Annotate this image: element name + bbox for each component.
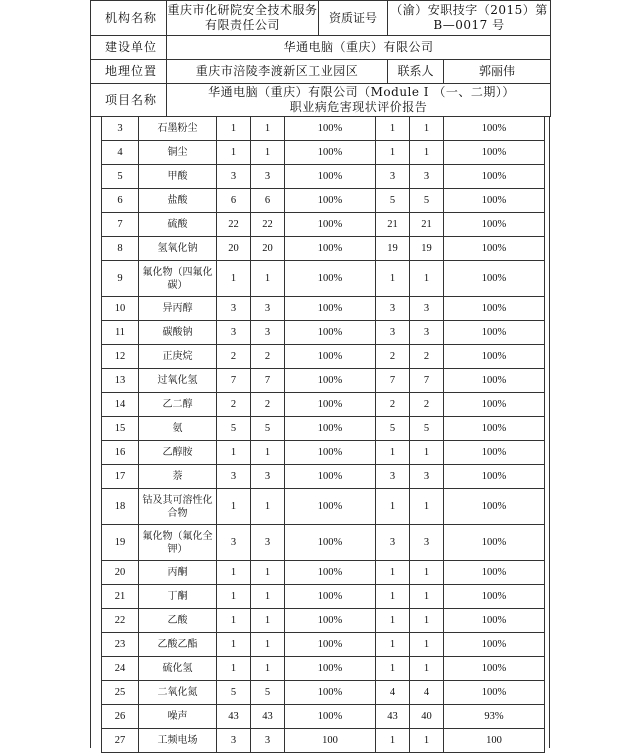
value-a: 3 — [217, 165, 251, 189]
row-number: 21 — [102, 585, 139, 609]
rate-2: 93% — [444, 705, 545, 729]
value-e: 1 — [410, 489, 444, 525]
row-number: 5 — [102, 165, 139, 189]
value-e: 19 — [410, 237, 444, 261]
value-b: 1 — [251, 261, 285, 297]
rate-1: 100% — [285, 417, 376, 441]
value-b: 1 — [251, 585, 285, 609]
table-row — [102, 393, 545, 417]
value-b: 3 — [251, 321, 285, 345]
value-d: 3 — [376, 321, 410, 345]
table-row — [102, 441, 545, 465]
row-number: 17 — [102, 465, 139, 489]
rate-1: 100% — [285, 393, 376, 417]
value-a: 3 — [217, 465, 251, 489]
rate-1: 100% — [285, 369, 376, 393]
row-number: 19 — [102, 525, 139, 561]
value-d: 1 — [376, 657, 410, 681]
row-number: 25 — [102, 681, 139, 705]
value-d: 1 — [376, 141, 410, 165]
value-a: 3 — [217, 297, 251, 321]
table-row — [102, 729, 545, 753]
value-e: 2 — [410, 345, 444, 369]
value-d: 3 — [376, 297, 410, 321]
substance-name: 丁酮 — [139, 585, 217, 609]
value-d: 1 — [376, 441, 410, 465]
rate-1: 100% — [285, 297, 376, 321]
table-row — [102, 141, 545, 165]
value-e: 5 — [410, 417, 444, 441]
rate-2: 100% — [444, 609, 545, 633]
value-a: 1 — [217, 441, 251, 465]
value-d: 1 — [376, 489, 410, 525]
row-number: 23 — [102, 633, 139, 657]
value-a: 1 — [217, 609, 251, 633]
table-row — [102, 585, 545, 609]
row-number: 24 — [102, 657, 139, 681]
row-number: 27 — [102, 729, 139, 753]
row-number: 13 — [102, 369, 139, 393]
rate-1: 100% — [285, 165, 376, 189]
project-value: 华通电脑（重庆）有限公司（Module I （一、二期））职业病危害现状评价报告 — [167, 84, 551, 117]
value-b: 1 — [251, 609, 285, 633]
value-b: 1 — [251, 633, 285, 657]
rate-1: 100% — [285, 237, 376, 261]
rate-1: 100% — [285, 489, 376, 525]
substance-name: 硫酸 — [139, 213, 217, 237]
table-row — [102, 345, 545, 369]
rate-1: 100% — [285, 705, 376, 729]
value-a: 1 — [217, 489, 251, 525]
value-d: 21 — [376, 213, 410, 237]
value-a: 3 — [217, 525, 251, 561]
value-e: 1 — [410, 609, 444, 633]
rate-1: 100% — [285, 525, 376, 561]
value-b: 3 — [251, 165, 285, 189]
rate-2: 100% — [444, 213, 545, 237]
value-e: 3 — [410, 465, 444, 489]
value-b: 3 — [251, 465, 285, 489]
value-e: 5 — [410, 189, 444, 213]
value-b: 43 — [251, 705, 285, 729]
rate-1: 100% — [285, 441, 376, 465]
rate-2: 100% — [444, 321, 545, 345]
value-e: 3 — [410, 165, 444, 189]
value-e: 1 — [410, 729, 444, 753]
rate-2: 100% — [444, 681, 545, 705]
substance-name: 乙酸乙酯 — [139, 633, 217, 657]
value-e: 1 — [410, 117, 444, 141]
substance-name: 氨 — [139, 417, 217, 441]
rate-2: 100% — [444, 585, 545, 609]
results-table — [101, 116, 545, 753]
location-value: 重庆市涪陵李渡新区工业园区 — [167, 60, 388, 84]
rate-2: 100 — [444, 729, 545, 753]
value-b: 3 — [251, 729, 285, 753]
value-d: 43 — [376, 705, 410, 729]
substance-name: 噪声 — [139, 705, 217, 729]
contact-value: 郭丽伟 — [444, 60, 551, 84]
substance-name: 萘 — [139, 465, 217, 489]
substance-name: 异丙醇 — [139, 297, 217, 321]
table-row — [102, 465, 545, 489]
value-d: 5 — [376, 189, 410, 213]
row-number: 26 — [102, 705, 139, 729]
table-row — [102, 489, 545, 525]
value-b: 5 — [251, 417, 285, 441]
rate-2: 100% — [444, 441, 545, 465]
value-a: 1 — [217, 633, 251, 657]
rate-1: 100% — [285, 261, 376, 297]
table-row — [102, 237, 545, 261]
value-a: 5 — [217, 681, 251, 705]
substance-name: 过氧化氢 — [139, 369, 217, 393]
value-b: 3 — [251, 525, 285, 561]
results-table-body — [102, 117, 545, 753]
value-b: 2 — [251, 345, 285, 369]
value-b: 1 — [251, 561, 285, 585]
frame-left-border — [90, 116, 91, 748]
value-a: 2 — [217, 345, 251, 369]
value-a: 43 — [217, 705, 251, 729]
unit-label: 建设单位 — [91, 36, 167, 60]
value-e: 2 — [410, 393, 444, 417]
value-e: 3 — [410, 525, 444, 561]
value-d: 1 — [376, 633, 410, 657]
value-d: 1 — [376, 261, 410, 297]
row-number: 22 — [102, 609, 139, 633]
row-number: 14 — [102, 393, 139, 417]
cert-label: 资质证号 — [319, 1, 388, 36]
value-d: 1 — [376, 585, 410, 609]
table-row — [102, 261, 545, 297]
row-number: 12 — [102, 345, 139, 369]
rate-1: 100% — [285, 585, 376, 609]
row-number: 7 — [102, 213, 139, 237]
frame-right-border — [549, 116, 550, 748]
rate-2: 100% — [444, 141, 545, 165]
value-a: 3 — [217, 729, 251, 753]
value-a: 2 — [217, 393, 251, 417]
value-e: 1 — [410, 441, 444, 465]
value-b: 1 — [251, 441, 285, 465]
value-b: 5 — [251, 681, 285, 705]
rate-2: 100% — [444, 561, 545, 585]
substance-name: 正庚烷 — [139, 345, 217, 369]
value-d: 19 — [376, 237, 410, 261]
value-e: 1 — [410, 261, 444, 297]
value-d: 2 — [376, 393, 410, 417]
substance-name: 丙酮 — [139, 561, 217, 585]
rate-2: 100% — [444, 261, 545, 297]
value-e: 1 — [410, 585, 444, 609]
substance-name: 硫化氢 — [139, 657, 217, 681]
substance-name: 盐酸 — [139, 189, 217, 213]
table-row — [102, 561, 545, 585]
location-label: 地理位置 — [91, 60, 167, 84]
value-d: 7 — [376, 369, 410, 393]
rate-2: 100% — [444, 657, 545, 681]
value-d: 1 — [376, 609, 410, 633]
rate-2: 100% — [444, 369, 545, 393]
value-a: 1 — [217, 657, 251, 681]
rate-2: 100% — [444, 165, 545, 189]
value-a: 22 — [217, 213, 251, 237]
value-b: 7 — [251, 369, 285, 393]
value-e: 7 — [410, 369, 444, 393]
project-label: 项目名称 — [91, 84, 167, 117]
rate-1: 100% — [285, 345, 376, 369]
substance-name: 氟化物（四氟化碳） — [139, 261, 217, 297]
value-e: 3 — [410, 321, 444, 345]
value-e: 1 — [410, 561, 444, 585]
table-row — [102, 417, 545, 441]
value-b: 1 — [251, 657, 285, 681]
row-number: 11 — [102, 321, 139, 345]
rate-2: 100% — [444, 297, 545, 321]
table-row — [102, 525, 545, 561]
value-a: 1 — [217, 585, 251, 609]
rate-1: 100% — [285, 213, 376, 237]
row-number: 9 — [102, 261, 139, 297]
row-number: 4 — [102, 141, 139, 165]
value-d: 4 — [376, 681, 410, 705]
value-a: 7 — [217, 369, 251, 393]
value-e: 40 — [410, 705, 444, 729]
unit-value: 华通电脑（重庆）有限公司 — [167, 36, 551, 60]
row-number: 15 — [102, 417, 139, 441]
value-e: 1 — [410, 657, 444, 681]
value-a: 6 — [217, 189, 251, 213]
value-e: 3 — [410, 297, 444, 321]
substance-name: 乙二醇 — [139, 393, 217, 417]
value-a: 1 — [217, 141, 251, 165]
value-b: 6 — [251, 189, 285, 213]
row-number: 16 — [102, 441, 139, 465]
value-e: 1 — [410, 633, 444, 657]
table-row — [102, 681, 545, 705]
value-b: 1 — [251, 117, 285, 141]
rate-2: 100% — [444, 525, 545, 561]
rate-2: 100% — [444, 189, 545, 213]
rate-2: 100% — [444, 237, 545, 261]
table-row — [102, 297, 545, 321]
row-number: 3 — [102, 117, 139, 141]
value-a: 3 — [217, 321, 251, 345]
value-d: 3 — [376, 465, 410, 489]
table-row — [102, 321, 545, 345]
table-row — [102, 213, 545, 237]
value-a: 1 — [217, 561, 251, 585]
rate-1: 100 — [285, 729, 376, 753]
table-row — [102, 369, 545, 393]
value-e: 1 — [410, 141, 444, 165]
value-b: 22 — [251, 213, 285, 237]
rate-1: 100% — [285, 141, 376, 165]
rate-1: 100% — [285, 633, 376, 657]
rate-2: 100% — [444, 489, 545, 525]
rate-1: 100% — [285, 657, 376, 681]
table-row — [102, 609, 545, 633]
substance-name: 甲酸 — [139, 165, 217, 189]
rate-1: 100% — [285, 681, 376, 705]
value-b: 2 — [251, 393, 285, 417]
value-d: 1 — [376, 117, 410, 141]
rate-2: 100% — [444, 465, 545, 489]
table-row — [102, 117, 545, 141]
org-value: 重庆市化研院安全技术服务有限责任公司 — [167, 1, 319, 36]
substance-name: 碳酸钠 — [139, 321, 217, 345]
org-label: 机构名称 — [91, 1, 167, 36]
rate-1: 100% — [285, 321, 376, 345]
rate-2: 100% — [444, 633, 545, 657]
substance-name: 钴及其可溶性化合物 — [139, 489, 217, 525]
substance-name: 石墨粉尘 — [139, 117, 217, 141]
row-number: 18 — [102, 489, 139, 525]
value-a: 20 — [217, 237, 251, 261]
value-d: 3 — [376, 525, 410, 561]
document-form — [90, 0, 550, 748]
rate-1: 100% — [285, 609, 376, 633]
value-b: 20 — [251, 237, 285, 261]
substance-name: 乙醇胺 — [139, 441, 217, 465]
rate-2: 100% — [444, 345, 545, 369]
rate-1: 100% — [285, 561, 376, 585]
substance-name: 乙酸 — [139, 609, 217, 633]
substance-name: 氢氧化钠 — [139, 237, 217, 261]
table-row — [102, 165, 545, 189]
rate-1: 100% — [285, 189, 376, 213]
table-row — [102, 657, 545, 681]
value-d: 5 — [376, 417, 410, 441]
value-b: 1 — [251, 489, 285, 525]
value-d: 3 — [376, 165, 410, 189]
rate-2: 100% — [444, 417, 545, 441]
row-number: 8 — [102, 237, 139, 261]
value-a: 5 — [217, 417, 251, 441]
value-d: 2 — [376, 345, 410, 369]
table-row — [102, 189, 545, 213]
contact-label: 联系人 — [388, 60, 444, 84]
value-e: 21 — [410, 213, 444, 237]
rate-1: 100% — [285, 465, 376, 489]
value-d: 1 — [376, 561, 410, 585]
substance-name: 氟化物（氟化全钾） — [139, 525, 217, 561]
substance-name: 工频电场 — [139, 729, 217, 753]
rate-2: 100% — [444, 117, 545, 141]
substance-name: 铜尘 — [139, 141, 217, 165]
rate-1: 100% — [285, 117, 376, 141]
row-number: 10 — [102, 297, 139, 321]
value-e: 4 — [410, 681, 444, 705]
row-number: 20 — [102, 561, 139, 585]
value-a: 1 — [217, 261, 251, 297]
table-row — [102, 633, 545, 657]
header-table — [90, 0, 551, 117]
value-b: 3 — [251, 297, 285, 321]
table-row — [102, 705, 545, 729]
row-number: 6 — [102, 189, 139, 213]
substance-name: 二氧化氮 — [139, 681, 217, 705]
value-d: 1 — [376, 729, 410, 753]
cert-value: （渝）安职技字（2015）第 B—0017 号 — [388, 1, 551, 36]
value-a: 1 — [217, 117, 251, 141]
value-b: 1 — [251, 141, 285, 165]
rate-2: 100% — [444, 393, 545, 417]
